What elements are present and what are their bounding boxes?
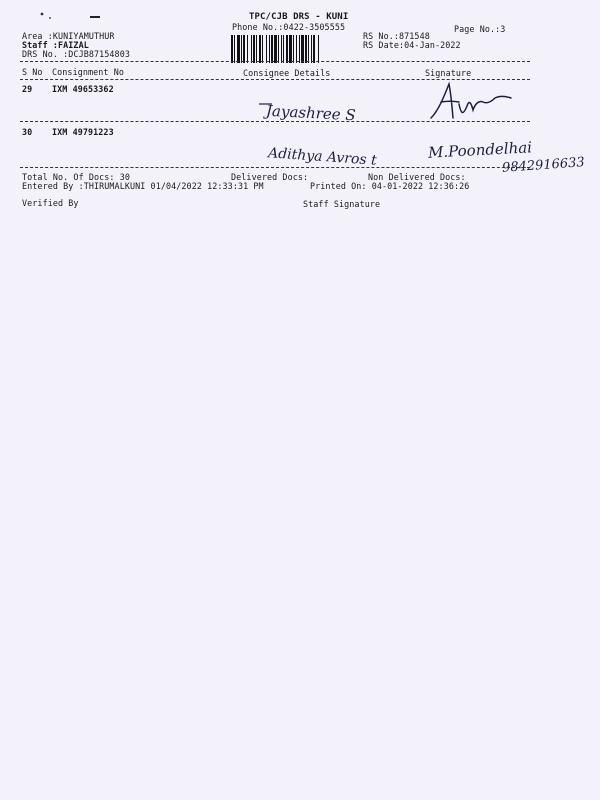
rs-number: RS No.:871548 xyxy=(363,31,430,41)
row-consignment: IXM 49791223 xyxy=(52,127,114,137)
staff-signature-label: Staff Signature xyxy=(303,199,381,209)
area-label: Area :KUNIYAMUTHUR xyxy=(22,31,115,41)
col-signature: Signature xyxy=(425,68,472,78)
staff-label: Staff :FAIZAL xyxy=(22,40,89,50)
scan-specks xyxy=(28,8,108,22)
signature-icon xyxy=(425,80,520,125)
page-number: Page No.:3 xyxy=(454,24,506,34)
drs-number: DRS No. :DCJB87154803 xyxy=(22,49,130,59)
row-sno: 30 xyxy=(22,127,33,137)
delivered-docs: Delivered Docs: xyxy=(231,172,309,182)
col-consignment: Consignment No xyxy=(52,67,124,77)
document-title: TPC/CJB DRS - KUNI xyxy=(249,12,349,22)
col-sno: S No xyxy=(22,67,43,77)
phone-number: Phone No.:0422-3505555 xyxy=(232,22,346,32)
row-sno: 29 xyxy=(22,84,33,94)
divider xyxy=(20,121,530,122)
row-consignment: IXM 49653362 xyxy=(52,84,114,94)
printed-on: Printed On: 04-01-2022 12:36:26 xyxy=(310,181,470,191)
divider xyxy=(20,167,530,168)
receiver-name-handwritten: Jayashree S xyxy=(265,101,357,125)
receiver-extra-handwritten: M.Poondelhai xyxy=(427,138,533,162)
total-docs: Total No. Of Docs: 30 xyxy=(22,172,130,182)
ink-mark xyxy=(258,101,274,107)
rs-date: RS Date:04-Jan-2022 xyxy=(363,40,461,50)
receiver-name-handwritten: Adithya Avros t xyxy=(267,145,378,169)
col-consignee: Consignee Details xyxy=(243,68,331,78)
receiver-phone-handwritten: 9842916633 xyxy=(501,155,586,176)
barcode-icon xyxy=(230,35,355,63)
divider xyxy=(20,61,530,62)
entered-by: Entered By :THIRUMALKUNI 01/04/2022 12:33:31 PM xyxy=(22,181,264,191)
non-delivered-docs: Non Delivered Docs: xyxy=(368,172,466,182)
verified-by: Verified By xyxy=(22,198,79,208)
